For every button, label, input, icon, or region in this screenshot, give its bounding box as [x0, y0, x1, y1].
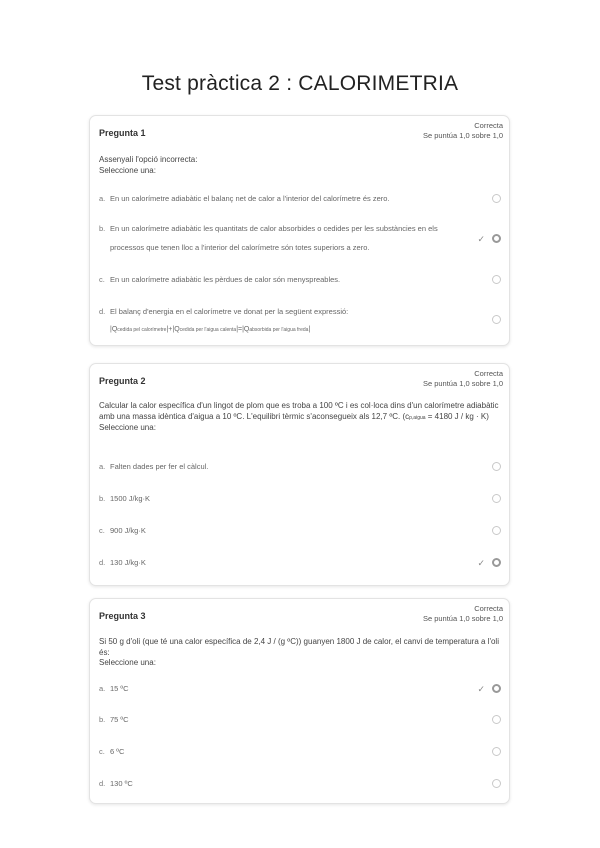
- question-state: [423, 121, 503, 141]
- radio-icon[interactable]: [492, 779, 501, 788]
- option-letter: c.: [99, 526, 105, 535]
- option-text: 75 ºC: [110, 715, 129, 724]
- option-letter: c.: [99, 747, 105, 756]
- grade-label: Se puntúa 1,0 sobre 1,0: [422, 131, 503, 140]
- option-letter: a.: [99, 194, 106, 203]
- answer-option-d[interactable]: [99, 778, 501, 792]
- check-icon: ✓: [477, 558, 485, 568]
- radio-icon[interactable]: [492, 494, 501, 503]
- radio-icon[interactable]: [492, 526, 501, 535]
- answer-option-b[interactable]: [99, 714, 501, 728]
- state-label: Correcta: [474, 604, 503, 613]
- state-label: Correcta: [474, 121, 503, 130]
- question-number: Pregunta 3: [99, 611, 146, 621]
- check-icon: ✓: [477, 234, 485, 244]
- question-card-3: [89, 598, 510, 804]
- question-state: [423, 369, 503, 389]
- question-text: [99, 155, 499, 176]
- question-statement: Si 50 g d'oli (que té una calor específica de 2,4 J / (g ºC)) guanyen 1800 J de calor, el canvi de temperatura a l'oli és:: [99, 637, 499, 657]
- option-letter: b.: [99, 715, 106, 724]
- select-prompt: Seleccione una:: [99, 165, 156, 175]
- option-text: 15 ºC: [110, 684, 129, 693]
- question-state: [423, 604, 503, 624]
- grade-label: Se puntúa 1,0 sobre 1,0: [422, 379, 503, 388]
- option-text: 130 J/kg·K: [110, 558, 146, 567]
- answer-option-a[interactable]: [99, 461, 501, 475]
- option-text: En un calorímetre adiabàtic les quantitats de calor absorbides o cedides per les substàncies en els processos que tenen lloc a l'interior del calorímetre són totes superiors a zero.: [110, 224, 438, 252]
- question-number: Pregunta 1: [99, 128, 146, 138]
- answer-option-c[interactable]: [99, 525, 501, 539]
- option-text: En un calorímetre adiabàtic el balanç net de calor a l'interior del calorímetre és zero.: [110, 194, 390, 203]
- select-prompt: Seleccione una:: [99, 658, 156, 667]
- radio-icon[interactable]: [492, 462, 501, 471]
- answer-option-d[interactable]: [99, 306, 501, 338]
- radio-icon[interactable]: [492, 194, 501, 203]
- option-text: 6 ºC: [110, 747, 125, 756]
- option-text: Falten dades per fer el càlcul.: [110, 462, 209, 471]
- check-icon: ✓: [477, 684, 485, 694]
- radio-icon[interactable]: [492, 234, 501, 243]
- option-letter: d.: [99, 779, 106, 788]
- radio-icon[interactable]: [492, 558, 501, 567]
- state-label: Correcta: [474, 369, 503, 378]
- option-letter: d.: [99, 307, 106, 316]
- answer-option-d[interactable]: [99, 557, 501, 571]
- option-text: 900 J/kg·K: [110, 526, 146, 535]
- question-card-2: [89, 363, 510, 586]
- option-letter: b.: [99, 494, 106, 503]
- question-text: [99, 637, 499, 669]
- question-statement: Calcular la calor específica d'un lingot de plom que es troba a 100 ºC i es col·loca dins d'un calorímetre adiabàtic amb una massa idèntica d'aigua a 10 ºC. L'equilibri tèrmic s'aconsegueix als 12,7 ºC. (cp,aigua = 4180 J / kg · K): [99, 401, 499, 421]
- select-prompt: Seleccione una:: [99, 423, 156, 432]
- answer-option-c[interactable]: [99, 274, 501, 290]
- radio-icon[interactable]: [492, 275, 501, 284]
- question-card-1: [89, 115, 510, 346]
- radio-icon[interactable]: [492, 315, 501, 324]
- radio-icon[interactable]: [492, 684, 501, 693]
- question-text: [99, 401, 499, 434]
- option-text: En un calorímetre adiabàtic les pèrdues de calor són menyspreables.: [110, 275, 341, 284]
- option-letter: d.: [99, 558, 106, 567]
- grade-label: Se puntúa 1,0 sobre 1,0: [422, 614, 503, 623]
- option-letter: c.: [99, 275, 105, 284]
- answer-option-b[interactable]: [99, 493, 501, 507]
- answer-option-a[interactable]: [99, 193, 501, 209]
- option-text: 1500 J/kg·K: [110, 494, 151, 503]
- question-statement: Assenyali l'opció incorrecta:: [99, 155, 198, 164]
- option-text: 130 ºC: [110, 779, 133, 788]
- radio-icon[interactable]: [492, 715, 501, 724]
- option-letter: a.: [99, 462, 106, 471]
- answer-option-a[interactable]: [99, 683, 501, 697]
- answer-option-b[interactable]: [99, 223, 501, 257]
- option-letter: a.: [99, 684, 106, 693]
- question-number: Pregunta 2: [99, 376, 146, 386]
- option-letter: b.: [99, 224, 106, 233]
- option-text: El balanç d'energia en el calorímetre ve donat per la següent expressió:: [110, 307, 349, 316]
- radio-icon[interactable]: [492, 747, 501, 756]
- energy-balance-formula: |Qcedida pel calorímetre|+|Qcedida per l'aigua calenta|=|Qabsorbida per l'aigua freda|: [110, 326, 311, 333]
- page-title: Test pràctica 2 : CALORIMETRIA: [141, 72, 459, 95]
- answer-option-c[interactable]: [99, 746, 501, 760]
